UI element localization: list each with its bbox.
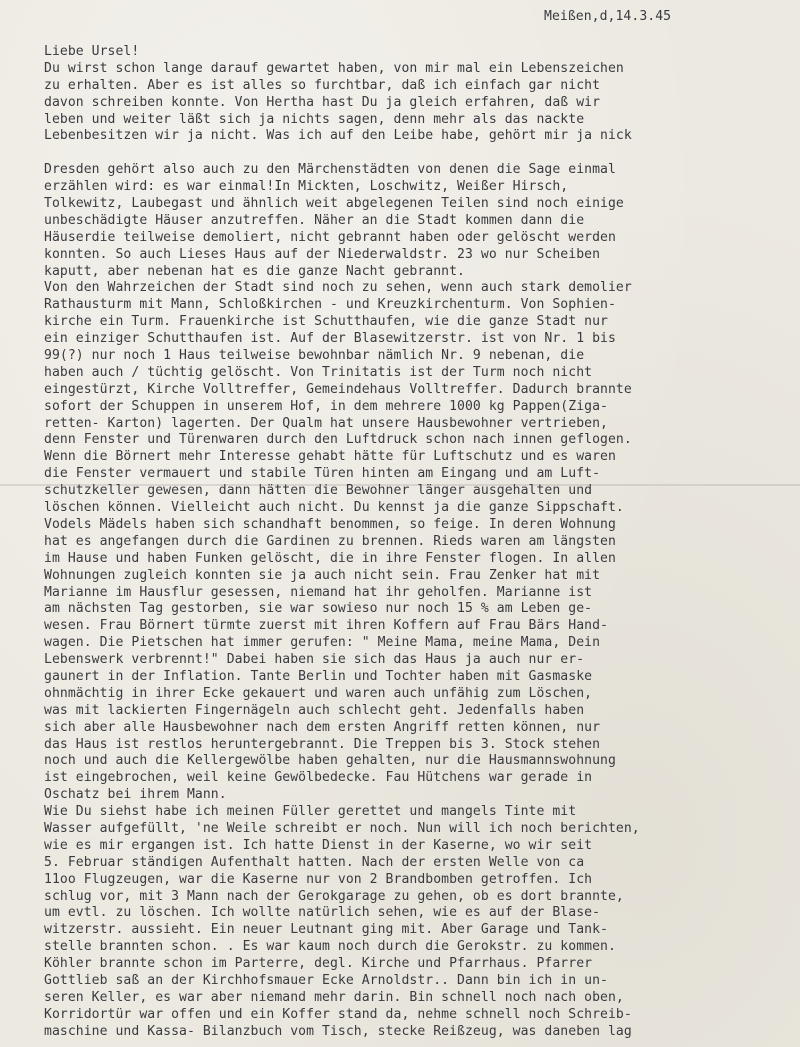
letter-line: zu erhalten. Aber es ist alles so furchtbar, daß ich einfach gar nicht [44,77,601,93]
letter-line: ein einziger Schutthaufen ist. Auf der Blasewitzerstr. ist von Nr. 1 bis [44,331,616,347]
letter-line: Rathausturm mit Mann, Schloßkirchen - und Kreuzkirchenturm. Von Sophien- [44,297,616,313]
letter-line: schlug vor, mit 3 Mann nach der Gerokgarage zu gehen, ob es dort brannte, [44,888,624,904]
letter-body [44,44,640,1041]
letter-line: am nächsten Tag gestorben, sie war sowieso nur noch 15 % am Leben ge- [44,601,593,617]
letter-line: was mit lackierten Fingernägeln auch schlecht geht. Jedenfalls haben [44,702,585,718]
letter-line: die Fenster vermauert und stabile Türen hinten am Eingang und am Luft- [44,466,601,482]
letter-line: denn Fenster und Türenwaren durch den Luftdruck schon nach innen geflogen. [44,432,632,448]
letter-line: hat es angefangen durch die Gardinen zu brennen. Rieds waren am längsten [44,533,616,549]
letter-line: kaputt, aber nebenan hat es die ganze Nacht gebrannt. [44,263,465,279]
letter-line: 5. Februar ständigen Aufenthalt hatten. Nach der ersten Welle von ca [44,854,585,870]
letter-line: Häuserdie teilweise demoliert, nicht gebrannt haben oder gelöscht werden [44,229,616,245]
letter-line: Wie Du siehst habe ich meinen Füller gerettet und mangels Tinte mit [44,804,577,820]
letter-line: Gottlieb saß an der Kirchhofsmauer Ecke Arnoldstr.. Dann bin ich in un- [44,972,608,988]
letter-line: gaunert in der Inflation. Tante Berlin und Tochter haben mit Gasmaske [44,668,593,684]
letter-line: retten- Karton) lagerten. Der Qualm hat unsere Hausbewohner vertrieben, [44,415,608,431]
letter-line: witzerstr. aussieht. Ein neuer Leutnant ging mit. Aber Garage und Tank- [44,922,608,938]
letter-line: wesen. Frau Börnert türmte zuerst mit ihren Koffern auf Frau Bärs Hand- [44,618,608,634]
letter-line: Köhler brannte schon im Parterre, degl. Kirche und Pfarrhaus. Pfarrer [44,956,593,972]
letter-line: um evtl. zu löschen. Ich wollte natürlich sehen, wie es auf der Blase- [44,905,601,921]
letter-line: sofort der Schuppen in unserem Hof, in dem mehrere 1000 kg Pappen(Ziga- [44,398,608,414]
letter-line: im Hause und haben Funken gelöscht, die in ihre Fenster flogen. In allen [44,550,616,566]
letter-line: leben und weiter läßt sich ja nichts sagen, denn mehr als das nackte [44,111,585,127]
letter-line: Wasser aufgefüllt, 'ne Weile schreibt er noch. Nun will ich noch berichten, [44,820,640,836]
letter-line: löschen können. Vielleicht auch nicht. Du kennst ja die ganze Sippschaft. [44,500,624,516]
letter-line: das Haus ist restlos heruntergebrannt. Die Treppen bis 3. Stock stehen [44,736,601,752]
letter-line: Vodels Mädels haben sich schandhaft benommen, so feige. In deren Wohnung [44,516,616,532]
letter-line: Dresden gehört also auch zu den Märchenstädten von denen die Sage einmal [44,162,616,178]
letter-line: davon schreiben konnte. Von Hertha hast Du ja gleich erfahren, daß wir [44,94,601,110]
letter-line: ohnmächtig in ihrer Ecke gekauert und waren auch unfähig zum Löschen, [44,685,593,701]
letter-line: kirche ein Turm. Frauenkirche ist Schutthaufen, wie die ganze Stadt nur [44,314,608,330]
letter-line: schutzkeller gewesen, dann hätten die Bewohner länger ausgehalten und [44,483,593,499]
letter-line: Liebe Ursel! [44,44,140,59]
letter-line: erzählen wird: es war einmal!In Mickten, Loschwitz, Weißer Hirsch, [44,179,569,195]
letter-line: maschine und Kassa- Bilanzbuch vom Tisch, stecke Reißzeug, was daneben lag [44,1023,632,1039]
letter-line: sich aber alle Hausbewohner nach dem ersten Angriff retten können, nur [44,719,601,735]
letter-line: wagen. Die Pietschen hat immer gerufen: " Meine Mama, meine Mama, Dein [44,635,601,651]
letter-line: Korridortür war offen und ein Koffer stand da, nehme schnell noch Schreib- [44,1006,632,1022]
letter-line: Wenn die Börnert mehr Interesse gehabt hätte für Luftschutz und es waren [44,449,616,465]
letter-line: Du wirst schon lange darauf gewartet haben, von mir mal ein Lebenszeichen [44,60,624,76]
letter-line: noch und auch die Kellergewölbe haben gehalten, nur die Hausmannswohnung [44,753,616,769]
letter-line: haben auch / tüchtig gelöscht. Von Trinitatis ist der Turm noch nicht [44,364,593,380]
letter-line: stelle brannten schon. . Es war kaum noch durch die Gerokstr. zu kommen. [44,939,616,955]
letter-line: konnten. So auch Lieses Haus auf der Niederwaldstr. 23 wo nur Scheiben [44,246,601,262]
letter-line: unbeschädigte Häuser anzutreffen. Näher an die Stadt kommen dann die [44,212,585,228]
letter-line: Wohnungen zugleich konnten sie ja auch nicht sein. Frau Zenker hat mit [44,567,601,583]
letter-line: Von den Wahrzeichen der Stadt sind noch zu sehen, wenn auch stark demolier [44,280,632,296]
letter-line: eingestürzt, Kirche Volltreffer, Gemeindehaus Volltreffer. Dadurch brannte [44,381,632,397]
letter-line: 99(?) nur noch 1 Haus teilweise bewohnbar nämlich Nr. 9 nebenan, die [44,348,585,364]
letter-line: 11oo Flugzeugen, war die Kaserne nur von 2 Brandbomben getroffen. Ich [44,871,593,887]
letter-line: Marianne im Hausflur gesessen, niemand hat ihr geholfen. Marianne ist [44,584,593,600]
letter-line: Tolkewitz, Laubegast und ähnlich weit abgelegenen Teilen sind noch einige [44,196,624,212]
paragraph-gap [44,145,640,162]
letter-line: seren Keller, es war aber niemand mehr darin. Bin schnell noch nach oben, [44,989,624,1005]
dateline: Meißen,d,14.3.45 [544,9,672,24]
letter-line: wie es mir ergangen ist. Ich hatte Dienst in der Kaserne, wo wir seit [44,837,593,853]
letter-line: ist eingebrochen, weil keine Gewölbedecke. Fau Hütchens war gerade in [44,770,593,786]
letter-line: Lebenbesitzen wir ja nicht. Was ich auf den Leibe habe, gehört mir ja nick [44,128,632,144]
letter-line: Lebenswerk verbrennt!" Dabei haben sie sich das Haus ja auch nur er- [44,652,585,668]
letter-line: Oschatz bei ihrem Mann. [44,787,227,803]
